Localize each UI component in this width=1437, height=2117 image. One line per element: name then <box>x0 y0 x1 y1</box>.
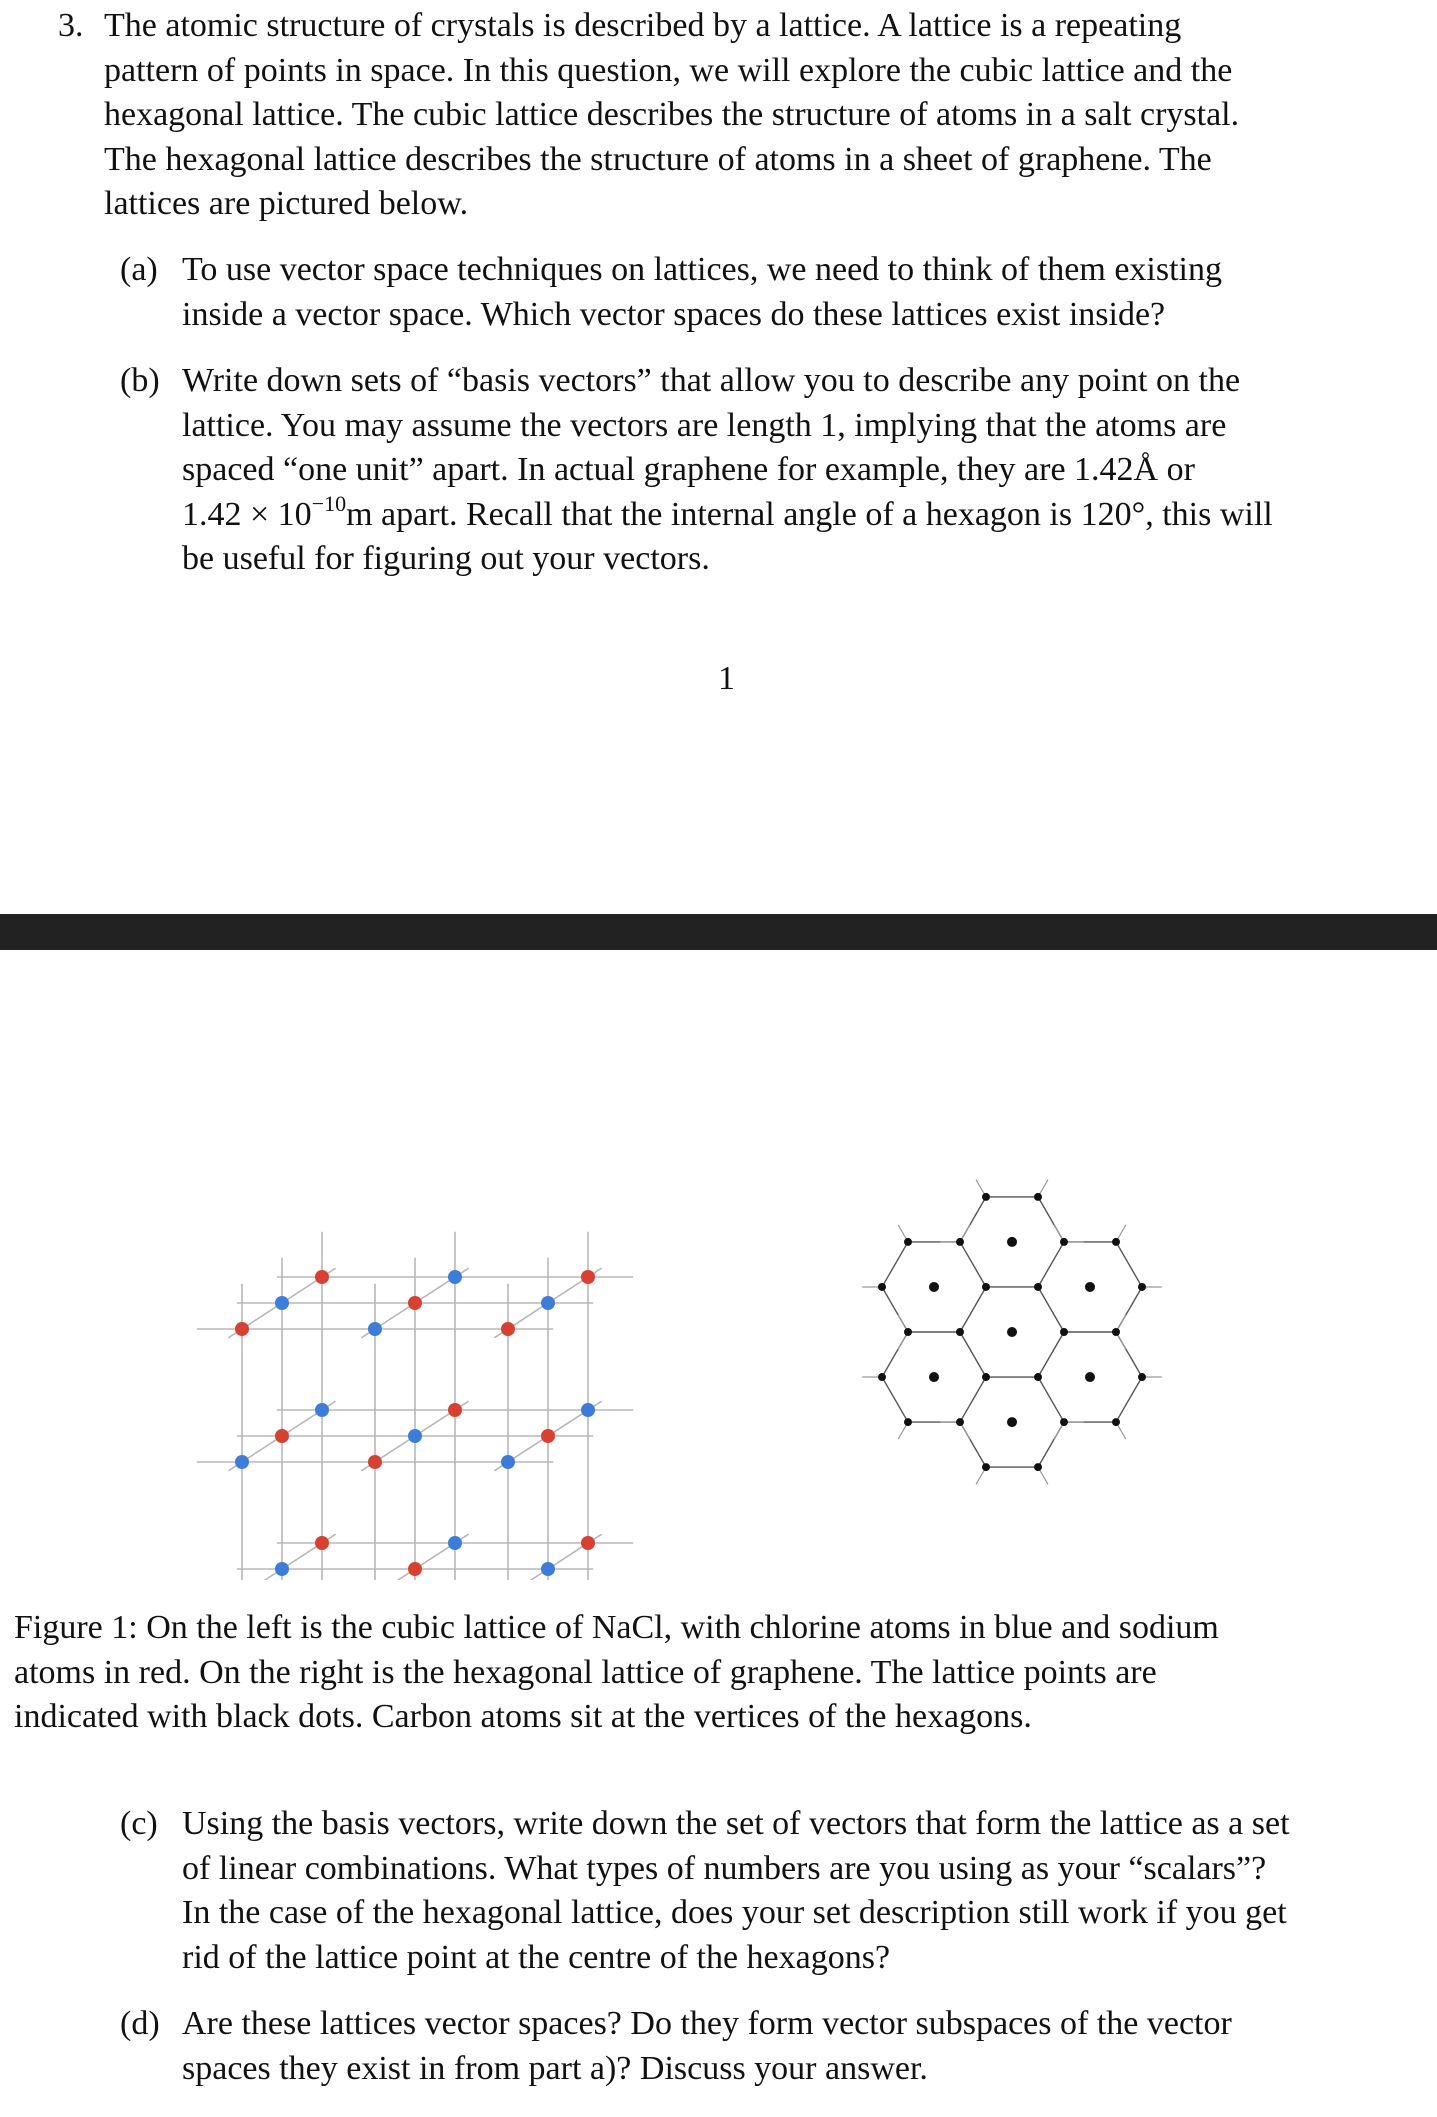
carbon-atom <box>1138 1283 1146 1291</box>
carbon-atom <box>1060 1328 1068 1336</box>
carbon-atom <box>1138 1373 1146 1381</box>
sodium-atom <box>315 1270 329 1284</box>
sodium-atom <box>315 1536 329 1550</box>
part-line: of linear combinations. What types of numbers are you using as your “scalars”? <box>182 1849 1267 1887</box>
exponent-tail: m apart. Recall that the internal angle of a hexagon is 120°, this will <box>346 495 1273 533</box>
chlorine-atom <box>581 1403 595 1417</box>
intro-line: The atomic structure of crystals is described by a lattice. A lattice is a repeating <box>104 7 1182 44</box>
carbon-atom <box>956 1238 964 1246</box>
hexagon-edge <box>1038 1332 1064 1377</box>
intro-line: hexagonal lattice. The cubic lattice describes the structure of atoms in a salt crystal. <box>104 96 1240 133</box>
intro-line: pattern of points in space. In this question, we will explore the cubic lattice and the <box>104 51 1233 89</box>
part-line: rid of the lattice point at the centre of the hexagons? <box>182 1938 891 1976</box>
chlorine-atom <box>315 1403 329 1417</box>
part-line: lattice. You may assume the vectors are length 1, implying that the atoms are <box>182 406 1227 444</box>
part-line: spaces they exist in from part a)? Discuss your answer. <box>182 2049 928 2087</box>
part-line-with-exponent <box>182 490 1273 538</box>
carbon-atom <box>1034 1193 1042 1201</box>
caption-line: atoms in red. On the right is the hexagonal lattice of graphene. The lattice points are <box>14 1653 1157 1691</box>
chlorine-atom <box>275 1296 289 1310</box>
sodium-atom <box>275 1429 289 1443</box>
lattice-point <box>1007 1417 1017 1427</box>
hexagon-edge <box>960 1332 986 1377</box>
chlorine-atom <box>448 1536 462 1550</box>
carbon-atom <box>878 1283 886 1291</box>
sodium-atom <box>448 1403 462 1417</box>
chlorine-atom <box>541 1296 555 1310</box>
carbon-atom <box>1112 1418 1120 1426</box>
carbon-atom <box>1034 1463 1042 1471</box>
part-line: be useful for figuring out your vectors. <box>182 540 710 577</box>
part-label: (d) <box>120 2005 160 2042</box>
hexagon-edge <box>1116 1242 1142 1287</box>
carbon-atom <box>982 1373 990 1381</box>
part-label: (c) <box>120 1805 158 1842</box>
carbon-atom <box>1112 1328 1120 1336</box>
part-label: (a) <box>120 251 158 288</box>
part-line: Are these lattices vector spaces? Do they form vector subspaces of the vector <box>182 2005 1232 2042</box>
chlorine-atom <box>368 1322 382 1336</box>
figure-1 <box>0 1160 1437 1580</box>
exponent-base: 1.42 × 10 <box>182 495 312 533</box>
page-number: 1 <box>718 660 735 697</box>
sodium-atom <box>235 1322 249 1336</box>
page-separator <box>0 914 1437 950</box>
carbon-atom <box>904 1328 912 1336</box>
hexagon-edge <box>882 1242 908 1287</box>
sodium-atom <box>581 1536 595 1550</box>
caption-line: indicated with black dots. Carbon atoms sit at the vertices of the hexagons. <box>14 1698 1032 1735</box>
chlorine-atom <box>275 1562 289 1576</box>
chlorine-atom <box>448 1270 462 1284</box>
hexagon-edge <box>882 1377 908 1422</box>
part-line: spaced “one unit” apart. In actual graphene for example, they are 1.42Å or <box>182 451 1195 488</box>
carbon-atom <box>982 1193 990 1201</box>
hexagon-edge <box>1038 1287 1064 1332</box>
sodium-atom <box>408 1296 422 1310</box>
cubic-lattice <box>197 1232 633 1580</box>
lattice-point <box>1007 1237 1017 1247</box>
chlorine-atom <box>408 1429 422 1443</box>
part-line: Using the basis vectors, write down the set of vectors that form the lattice as a set <box>182 1805 1290 1842</box>
lattice-point <box>929 1282 939 1292</box>
lattice-point <box>1007 1327 1017 1337</box>
caption-line: Figure 1: On the left is the cubic lattice of NaCl, with chlorine atoms in blue and sodium <box>14 1609 1219 1646</box>
chlorine-atom <box>501 1455 515 1469</box>
carbon-atom <box>956 1328 964 1336</box>
hexagon-edge <box>960 1377 986 1422</box>
lattice-point <box>1085 1282 1095 1292</box>
chlorine-atom <box>541 1562 555 1576</box>
part-line: To use vector space techniques on lattices, we need to think of them existing <box>182 251 1222 288</box>
sodium-atom <box>581 1270 595 1284</box>
part-line: In the case of the hexagonal lattice, does your set description still work if you get <box>182 1894 1287 1931</box>
carbon-atom <box>904 1418 912 1426</box>
carbon-atom <box>1060 1238 1068 1246</box>
hexagon-edge <box>1038 1242 1064 1287</box>
sodium-atom <box>501 1322 515 1336</box>
lattice-point <box>929 1372 939 1382</box>
part-line: inside a vector space. Which vector spaces do these lattices exist inside? <box>182 295 1166 333</box>
hexagon-edge <box>1038 1377 1064 1422</box>
chlorine-atom <box>235 1455 249 1469</box>
carbon-atom <box>1034 1283 1042 1291</box>
part-label: (b) <box>120 362 160 399</box>
intro-line: lattices are pictured below. <box>104 185 469 222</box>
intro-line: The hexagonal lattice describes the structure of atoms in a sheet of graphene. The <box>104 140 1212 178</box>
exponent: −10 <box>311 490 347 516</box>
hexagon-edge <box>1116 1377 1142 1422</box>
carbon-atom <box>1060 1418 1068 1426</box>
lattice-point <box>1085 1372 1095 1382</box>
part-line: Write down sets of “basis vectors” that allow you to describe any point on the <box>182 362 1241 399</box>
hexagonal-lattice <box>862 1180 1162 1484</box>
carbon-atom <box>1034 1373 1042 1381</box>
hexagon-edge <box>960 1287 986 1332</box>
sodium-atom <box>408 1562 422 1576</box>
figure-caption <box>14 1606 1219 1740</box>
hexagon-edge <box>960 1242 986 1287</box>
carbon-atom <box>1112 1238 1120 1246</box>
sodium-atom <box>368 1455 382 1469</box>
carbon-atom <box>878 1373 886 1381</box>
question-number: 3. <box>58 7 84 44</box>
sodium-atom <box>541 1429 555 1443</box>
carbon-atom <box>904 1238 912 1246</box>
carbon-atom <box>982 1463 990 1471</box>
carbon-atom <box>956 1418 964 1426</box>
carbon-atom <box>982 1283 990 1291</box>
